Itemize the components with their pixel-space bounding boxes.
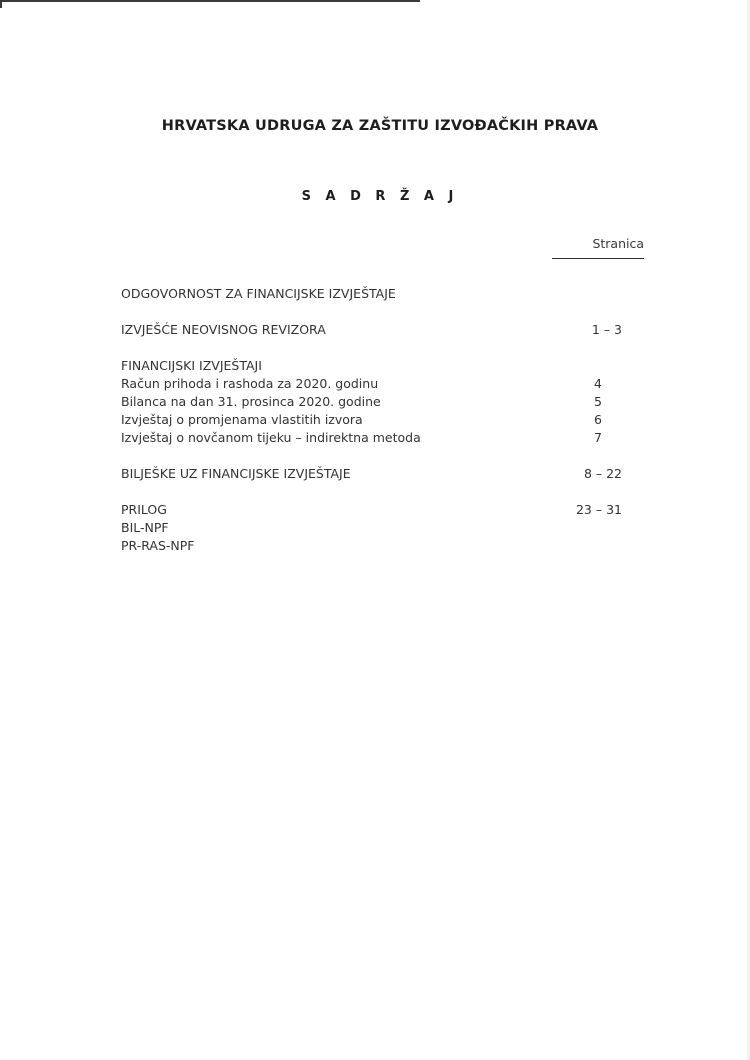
toc-page-appendix: 23 – 31 — [575, 502, 622, 517]
toc-page-balance-sheet: 5 — [594, 394, 602, 409]
toc-subentry-balance-sheet: Bilanca na dan 31. prosinca 2020. godine — [121, 394, 381, 409]
scan-edge-top — [0, 0, 420, 2]
toc-subentry-bil-npf: BIL-NPF — [121, 520, 169, 535]
toc-entry-notes: BILJEŠKE UZ FINANCIJSKE IZVJEŠTAJE — [121, 466, 351, 481]
toc-page-notes: 8 – 22 — [583, 466, 622, 481]
toc-subentry-cash-flow: Izvještaj o novčanom tijeku – indirektna metoda — [121, 430, 421, 445]
toc-subentry-income-statement: Račun prihoda i rashoda za 2020. godinu — [121, 376, 379, 391]
organization-title: HRVATSKA UDRUGA ZA ZAŠTITU IZVOĐAČKIH PRAVA — [161, 118, 599, 134]
page-column-rule — [552, 258, 644, 259]
toc-entry-responsibility: ODGOVORNOST ZA FINANCIJSKE IZVJEŠTAJE — [121, 286, 396, 301]
toc-page-audit-report: 1 – 3 — [591, 322, 622, 337]
toc-entry-audit-report: IZVJEŠĆE NEOVISNOG REVIZORA — [121, 322, 326, 337]
toc-page-income-statement: 4 — [594, 376, 602, 391]
toc-subentry-changes-in-equity: Izvještaj o promjenama vlastitih izvora — [121, 412, 363, 427]
toc-entry-appendix: PRILOG — [121, 502, 167, 517]
contents-title: S A D R Ž A J — [301, 189, 459, 204]
toc-entry-financial-statements: FINANCIJSKI IZVJEŠTAJI — [121, 358, 262, 373]
toc-subentry-pr-ras-npf: PR-RAS-NPF — [121, 538, 195, 553]
toc-page-changes-in-equity: 6 — [594, 412, 602, 427]
scan-edge-left — [0, 0, 2, 8]
toc-page-cash-flow: 7 — [594, 430, 602, 445]
page-column-header: Stranica — [592, 236, 644, 251]
